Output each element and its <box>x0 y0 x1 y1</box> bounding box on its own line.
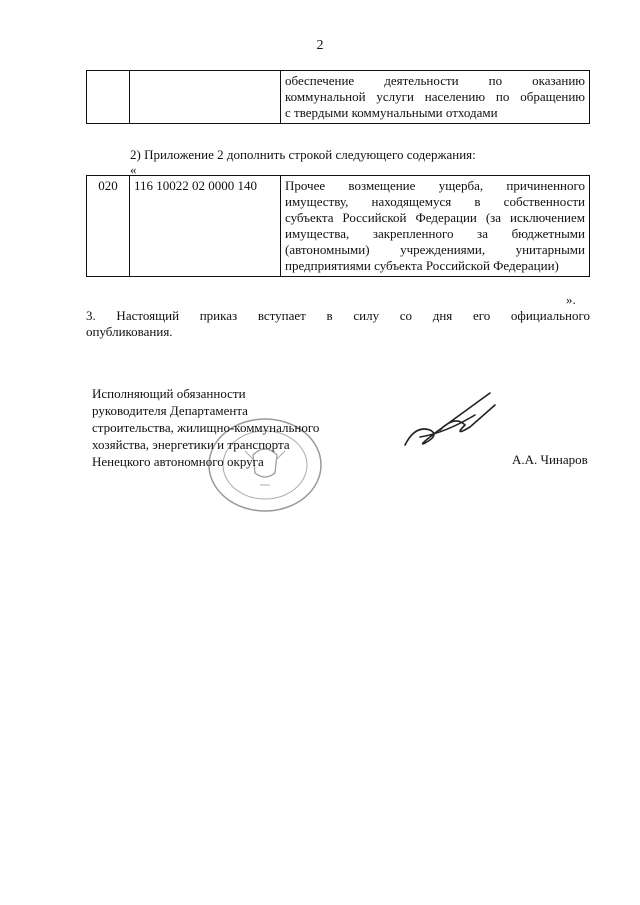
table-cell-description <box>281 71 590 124</box>
table-cell-code <box>87 71 130 124</box>
close-quote: ». <box>566 292 576 307</box>
description-line: коммунальной услуги населению по обращению <box>285 89 585 104</box>
description-line: (автономными) учреждениями, унитарными <box>285 242 585 257</box>
table-cell-code: 020 <box>87 176 130 277</box>
table-row <box>87 71 590 124</box>
table-cell-kbk <box>130 71 281 124</box>
position-line: Ненецкого автономного округа <box>92 454 264 469</box>
signer-name: А.А. Чинаров <box>512 452 588 467</box>
paragraph-3: 3. Настоящий приказ вступает в силу со дня его официального <box>86 308 590 323</box>
page-number: 2 <box>316 38 324 53</box>
signature-block <box>92 385 319 470</box>
paragraph-3-continuation: опубликования. <box>86 324 173 339</box>
table-cell-description <box>281 176 590 277</box>
position-line: строительства, жилищно-коммунального <box>92 420 320 435</box>
description-line: субъекта Российской Федерации (за исключением <box>285 210 585 225</box>
table-cell-kbk: 116 10022 02 0000 140 <box>130 176 281 277</box>
paragraph-2: 2) Приложение 2 дополнить строкой следующего содержания: <box>130 147 476 162</box>
table-row <box>87 176 590 277</box>
description-line: Прочее возмещение ущерба, причиненного <box>285 178 585 193</box>
handwritten-signature <box>395 385 505 465</box>
position-line: хозяйства, энергетики и транспорта <box>92 437 290 452</box>
description-line: с твердыми коммунальными отходами <box>285 105 498 120</box>
position-line: руководителя Департамента <box>92 403 248 418</box>
description-line: предприятиями субъекта Российской Федерации) <box>285 258 559 273</box>
table-continuation <box>86 70 590 124</box>
position-line: Исполняющий обязанности <box>92 386 246 401</box>
table-new-row <box>86 175 590 277</box>
open-quote: « <box>130 162 137 177</box>
description-line: обеспечение деятельности по оказанию <box>285 73 585 88</box>
description-line: имущества, закрепленного за бюджетными <box>285 226 585 241</box>
description-line: имуществу, находящемуся в собственности <box>285 194 585 209</box>
